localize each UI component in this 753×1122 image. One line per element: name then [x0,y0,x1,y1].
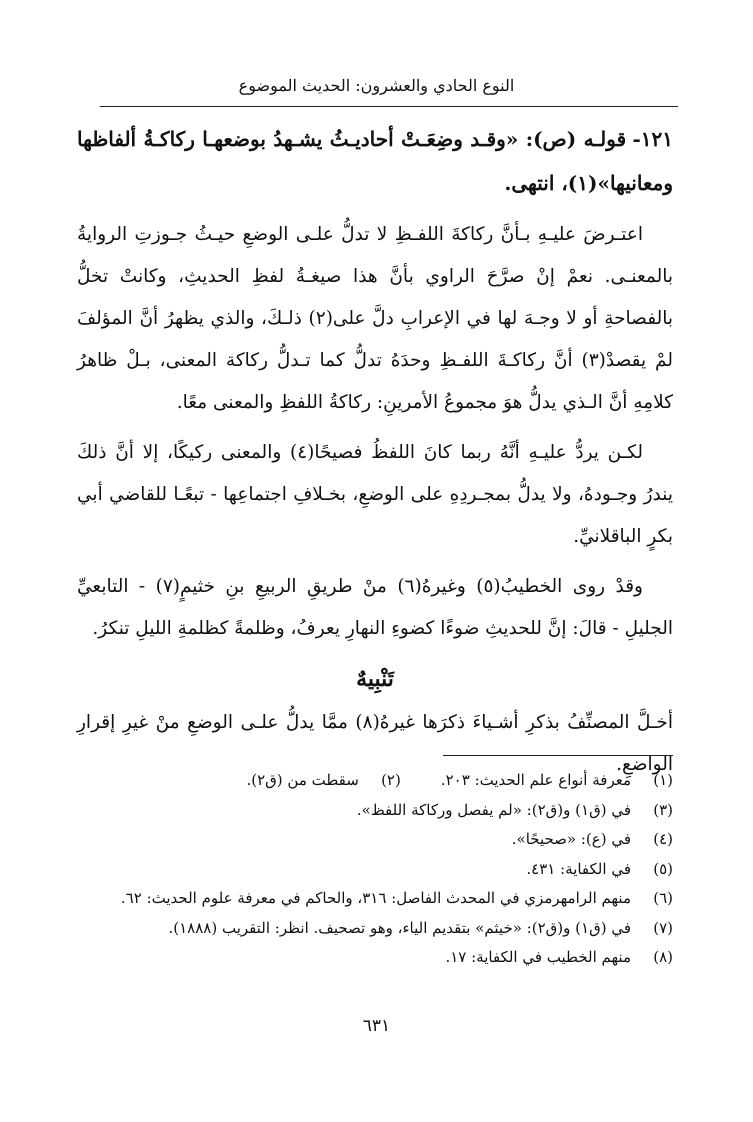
footnote-number: (٢) [381,771,401,789]
paragraph-1: اعتـرضَ عليـهِ بـأنَّ ركاكةَ اللفـظِ لا تدلُّ علـى الوضعِ حيـثُ جـوزتِ الروايةُ بالمعنـى. نعمْ إنْ صرَّحَ الراوي بأنَّ هذا صيغـةُ لفظِ الحديثِ، وكانتْ تخلُّ بالفصاحةِ أو لا وجـهَ لها في الإعرابِ دلَّ على(٢) ذلـكَ، والذي يظهرُ أنَّ المؤلفَ لمْ يقصدْ(٣) أنَّ ركاكـةَ اللفـظِ وحدَهُ تدلُّ كما تـدلُّ ركاكة المعنى، بـلْ ظاهرُ كلامِهِ أنَّ الـذي يدلُّ هوَ مجموعُ الأمرينِ: ركاكةُ اللفظِ والمعنى معًا. [77,224,674,413]
footnote-item [73,855,673,885]
footnote-item [73,943,673,973]
footnote-divider [443,755,673,756]
footnote-item [73,796,673,826]
paragraph-2: لكـن يردُّ عليـهِ أنَّهُ ربما كانَ اللفظُ فصيحًا(٤) والمعنى ركيكًا، إلا أنَّ ذلكَ يندرُ وجـودهُ، ولا يدلُّ بمجـردِهِ على الوضعِ، بخـلافِ اجتماعِها - تبعًـا للقاضي أبي بكرٍ الباقلانيِّ. [77,442,673,547]
footnote-item [73,914,673,944]
main-text [77,118,673,794]
footnote-text: سقطت من (ق٢). [246,771,359,789]
footnote-number: (٨) [653,948,673,966]
footnote-item [73,825,673,855]
footnote-number: (٥) [653,859,673,878]
paragraph-3: وقدْ روى الخطيبُ(٥) وغيرهُ(٦) منْ طريقِ الربيعِ بنِ خثيمٍ(٧) - التابعيِّ الجليلِ - قالَ: إنَّ للحديثِ ضوءًا كضوءِ النهارِ يعرفُ، وظلمةً كظلمةِ الليلِ تنكرُ. [77,576,673,639]
footnote-text: في (ق١) و(ق٢): «لم يفصل وركاكة اللفظ». [356,800,631,819]
page-number: ٦٣١ [362,1016,391,1036]
footnote-number: (٣) [653,800,673,819]
footnote-text: في (ق١) و(ق٢): «خيثم» بتقديم الياء، وهو تصحيف. انظر: التقريب (١٨٨٨). [168,918,631,937]
running-header: النوع الحادي والعشرون: الحديث الموضوع [238,76,515,95]
footnote-text: في الكفاية: ٤٣١. [526,859,631,878]
footnote-text: في (ع): «صحيحًا». [511,830,631,848]
footnote-item [73,766,673,796]
footnote-item [73,884,673,914]
section-quote: قولـه (ص): «وقـد وضِعَـتْ أحاديـثُ يشـهدُ بوضعهـا ركاكـةُ ألفاظها ومعانيها»(١)، انتهى. [77,127,673,195]
footnotes [73,766,673,973]
footnote-text: منهم الخطيب في الكفاية: ١٧. [445,948,631,966]
footnote-number: (٤) [653,830,673,848]
paragraph-4: أخـلَّ المصنِّفُ بذكرِ أشـياءَ ذكرَها غيرهُ(٨) ممَّا يدلُّ علـى الوضعِ منْ غيرِ إقرارِ الواضعِ. [77,712,674,775]
subheading-tanbih: تَنْبِيهٌ [356,666,394,692]
section-heading [77,118,673,206]
footnote-text: معرفة أنواع علم الحديث: ٢٠٣. [440,771,631,789]
footnote-number: (٦) [653,889,673,907]
header-divider [100,106,678,107]
footnote-number: (١) [653,771,673,789]
section-number: ١٢١- [632,127,673,151]
footnote-text: منهم الرامهرمزي في المحدث الفاصل: ٣١٦، والحاكم في معرفة علوم الحديث: ٦٢. [120,889,631,907]
footnote-number: (٧) [653,918,673,937]
